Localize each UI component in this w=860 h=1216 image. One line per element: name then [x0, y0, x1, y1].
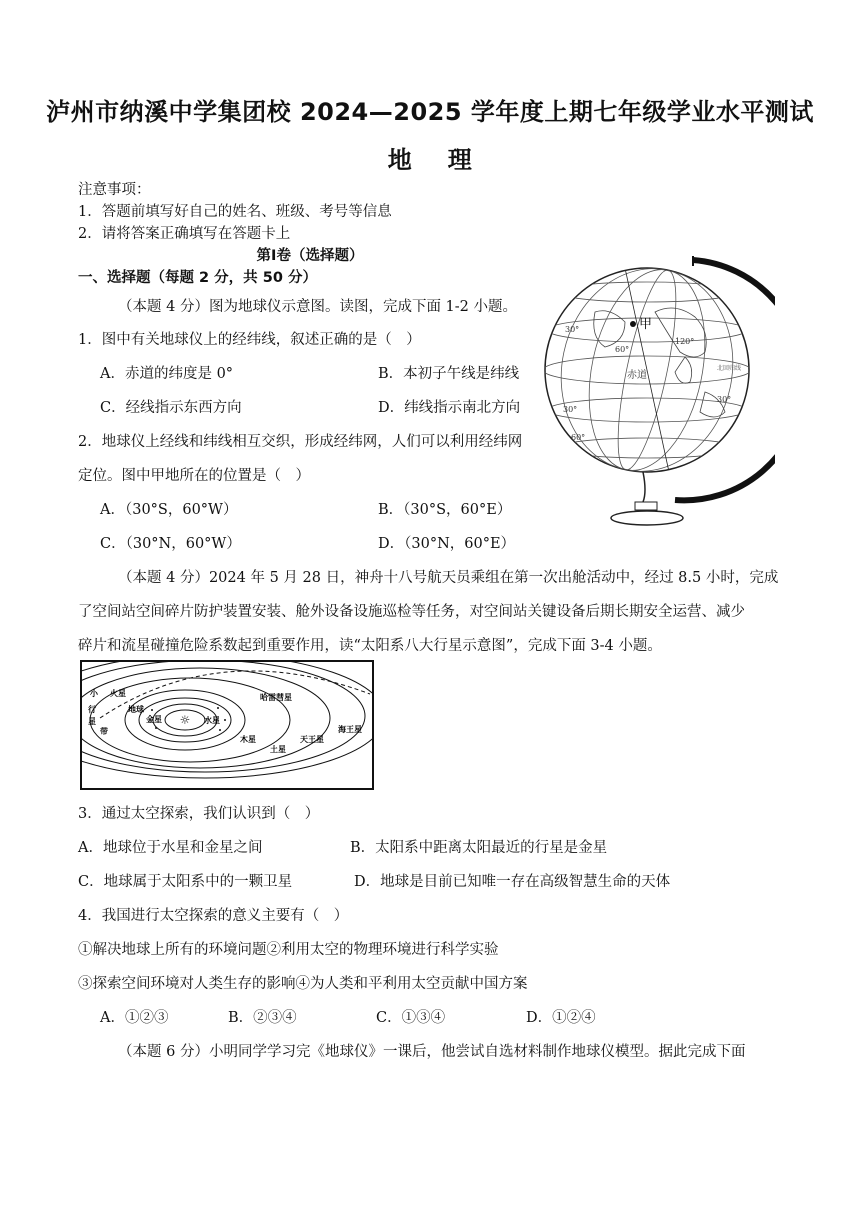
label-dai: 带 [100, 727, 108, 736]
subject-title: 地 理 [387, 146, 473, 174]
label-xiao: 小 [90, 689, 98, 698]
q4-option-d: D．①②④ [526, 1010, 596, 1026]
q4-line-1: ①解决地球上所有的环境问题②利用太空的物理环境进行科学实验 [78, 942, 499, 958]
label-region: 北回归线 [717, 365, 742, 372]
label-lon60: 60° [615, 345, 630, 354]
q1-option-d: D．纬线指示南北方向 [378, 400, 521, 416]
point-jia [630, 321, 636, 327]
q2-option-b: B．（30°S，60°E） [378, 502, 512, 518]
group2-intro-3: 碎片和流星碰撞危险系数起到重要作用，读“太阳系八大行星示意图”，完成下面 3-4 小题。 [78, 638, 662, 654]
q1-option-a: A．赤道的纬度是 0° [100, 366, 234, 382]
group3-intro: （本题 6 分）小明同学学习完《地球仪》一课后，他尝试自选材料制作地球仪模型。据此完成下面 [118, 1044, 746, 1060]
label-xing-2: 行 [88, 705, 96, 714]
q1-option-c: C．经线指示东西方向 [100, 400, 242, 416]
q4-option-c: C．①③④ [376, 1010, 446, 1026]
label-lat30n: 30° [565, 325, 580, 334]
label-lon120: 120° [675, 337, 695, 346]
label-halley: 哈雷彗星 [260, 693, 292, 702]
label-muxing: 木星 [240, 735, 256, 744]
q1-stem: 1．图中有关地球仪上的经纬线，叙述正确的是（ ） [78, 332, 421, 348]
group2-intro-2: 了空间站空间碎片防护装置安装、舱外设备设施巡检等任务，对空间站关键设备后期长期安全运营、减少 [78, 604, 745, 620]
volume-heading: 第Ⅰ卷（选择题） [256, 248, 364, 264]
globe-neck [635, 502, 657, 510]
label-huoxing: 火星 [110, 689, 126, 698]
q3-option-c: C．地球属于太阳系中的一颗卫星 [78, 874, 293, 890]
q3-stem: 3．通过太空探索，我们认识到（ ） [78, 806, 320, 822]
group2-intro-1: （本题 4 分）2024 年 5 月 28 日，神舟十八号航天员乘组在第一次出舱活动中，经过 8.5 小时，完成 [118, 570, 779, 586]
exam-title: 泸州市纳溪中学集团校 2024—2025 学年度上期七年级学业水平测试 [46, 98, 814, 126]
label-jia: 甲 [639, 317, 653, 332]
label-lat30r: 30° [717, 395, 732, 404]
q2-stem-2: 定位。图中甲地所在的位置是（ ） [78, 468, 310, 484]
part-heading: 一、选择题（每题 2 分，共 50 分） [78, 270, 317, 286]
label-equator: 赤道 [627, 370, 647, 381]
q4-line-2: ③探索空间环境对人类生存的影响④为人类和平利用太空贡献中国方案 [78, 976, 528, 992]
q3-option-d: D．地球是目前已知唯一存在高级智慧生命的天体 [354, 874, 671, 890]
notes-heading: 注意事项： [78, 182, 151, 198]
q2-option-a: A．（30°S，60°W） [100, 502, 238, 518]
label-shuixing: 水星 [204, 716, 220, 725]
q2-option-c: C．（30°N，60°W） [100, 536, 241, 552]
globe-figure [535, 252, 775, 532]
label-xing-3: 星 [88, 717, 96, 726]
group1-intro: （本题 4 分）图为地球仪示意图。读图，完成下面 1-2 小题。 [118, 299, 518, 315]
label-tianwang: 天王星 [300, 735, 324, 744]
q4-option-b: B．②③④ [228, 1010, 297, 1026]
q2-option-d: D．（30°N，60°E） [378, 536, 516, 552]
q1-option-b: B．本初子午线是纬线 [378, 366, 520, 382]
q4-option-a: A．①②③ [100, 1010, 169, 1026]
notes-item-1: 1．答题前填写好自己的姓名、班级、考号等信息 [78, 204, 392, 220]
label-lat30s: 30° [563, 405, 578, 414]
sun-icon: ☼ [179, 713, 191, 727]
label-tuxing: 土星 [270, 745, 286, 754]
solar-system-diagram [80, 660, 374, 790]
q3-option-a: A．地球位于水星和金星之间 [78, 840, 263, 856]
label-diqiu: 地球 [128, 705, 144, 714]
q3-option-b: B．太阳系中距离太阳最近的行星是金星 [350, 840, 608, 856]
label-haiwang: 海王星 [338, 725, 362, 734]
globe-base [611, 511, 683, 525]
globe-stem [643, 472, 645, 502]
label-lat60s: 60° [571, 433, 586, 442]
label-jinxing: 金星 [146, 715, 162, 724]
q4-stem: 4．我国进行太空探索的意义主要有（ ） [78, 908, 349, 924]
q2-stem-1: 2．地球仪上经线和纬线相互交织，形成经纬网，人们可以利用经纬网 [78, 434, 523, 450]
notes-item-2: 2．请将答案正确填写在答题卡上 [78, 226, 291, 242]
